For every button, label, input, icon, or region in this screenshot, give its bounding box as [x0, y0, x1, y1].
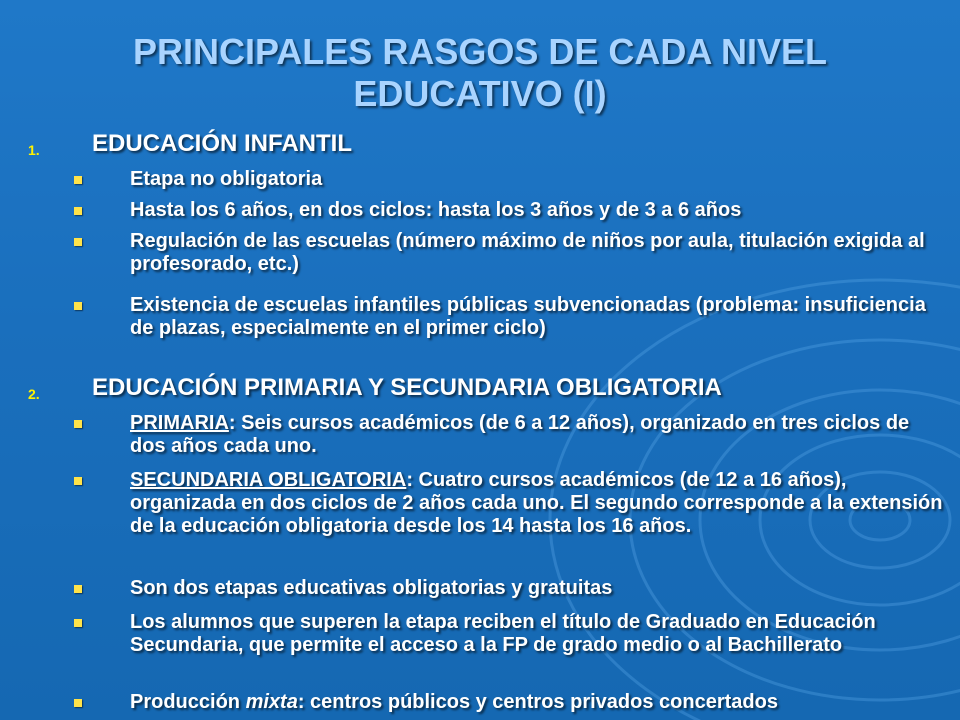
produccion-prefix: Producción	[130, 691, 246, 713]
bullet-icon	[74, 699, 82, 707]
produccion-emph: mixta	[245, 691, 298, 713]
bullet-icon	[74, 420, 82, 428]
section-2-heading: EDUCACIÓN PRIMARIA Y SECUNDARIA OBLIGATORIA	[92, 374, 722, 401]
slide-title-line-1: PRINCIPALES RASGOS DE CADA NIVEL	[132, 31, 828, 72]
section-1-item-4: Existencia de escuelas infantiles públicas subvencionadas (problema: insuficiencia de plazas, especialmente en el primer ciclo)	[130, 294, 926, 339]
bullet-icon	[74, 477, 82, 485]
bullet-icon	[74, 619, 82, 627]
bullet-icon	[74, 585, 82, 593]
section-1-item-1: Etapa no obligatoria	[130, 168, 323, 190]
bullet-icon	[74, 207, 82, 215]
section-2-item-3: Son dos etapas educativas obligatorias y gratuitas	[130, 577, 613, 599]
bullet-icon	[74, 176, 82, 184]
produccion-text: : centros públicos y centros privados concertados	[297, 691, 778, 713]
secundaria-label: SECUNDARIA OBLIGATORIA	[130, 469, 407, 491]
section-1-heading: EDUCACIÓN INFANTIL	[92, 130, 352, 157]
primaria-text: : Seis cursos académicos (de 6 a 12 años), organizado en tres ciclos de dos años cada uno.	[130, 412, 910, 457]
bullet-icon	[74, 302, 82, 310]
section-1-item-3: Regulación de las escuelas (número máximo de niños por aula, titulación exigida al profesorado, etc.)	[130, 230, 925, 275]
section-1-number: 1.	[28, 142, 40, 158]
section-2-item-4: Los alumnos que superen la etapa reciben el título de Graduado en Educación Secundaria, que permite el acceso a la FP de grado medio o al Bachillerato	[130, 611, 876, 656]
section-1-item-2: Hasta los 6 años, en dos ciclos: hasta los 3 años y de 3 a 6 años	[130, 199, 742, 221]
section-2-item-1	[130, 412, 945, 458]
section-2-number: 2.	[28, 386, 40, 402]
secundaria-text: : Cuatro cursos académicos (de 12 a 16 años), organizada en dos ciclos de 2 años cada uno. El segundo corresponde a la extensión de la educación obligatoria desde los 14 hasta los 16 años.	[130, 469, 943, 537]
slide-title-line-2: EDUCATIVO (I)	[353, 73, 607, 114]
primaria-label: PRIMARIA	[130, 412, 229, 434]
section-2-item-5	[130, 691, 945, 714]
bullet-icon	[74, 238, 82, 246]
section-2-item-2	[130, 469, 945, 538]
